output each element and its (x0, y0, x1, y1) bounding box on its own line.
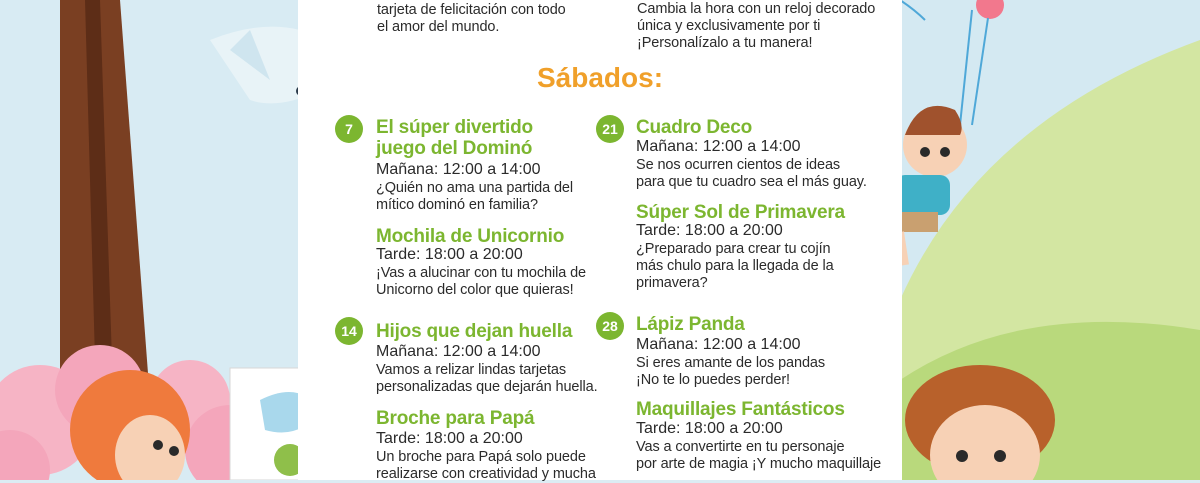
day-badge: 14 (335, 317, 363, 345)
event-description: Vas a convertirte en tu personaje por arte de magia ¡Y mucho maquillaje (636, 439, 882, 472)
event-time: Tarde: 18:00 a 20:00 (636, 222, 783, 239)
event-description: ¡Vas a alucinar con tu mochila de Unicorno del color que quieras! (376, 265, 587, 298)
top-right-description: Cambia la hora con un reloj decorado única y exclusivamente por ti ¡Personalízalo a tu manera! (637, 1, 876, 51)
day-badge: 28 (596, 312, 624, 340)
event-description: Se nos ocurren cientos de ideas para que tu cuadro sea el más guay. (636, 157, 867, 190)
event-time: Mañana: 12:00 a 14:00 (636, 336, 801, 353)
day-badge: 21 (596, 115, 624, 143)
event-description: ¿Preparado para crear tu cojín más chulo para la llegada de la primavera? (636, 241, 834, 291)
event-title: Cuadro Deco (636, 117, 753, 138)
event-title: Maquillajes Fantásticos (636, 399, 845, 420)
section-title: Sábados: (536, 62, 664, 93)
event-time: Tarde: 18:00 a 20:00 (376, 246, 523, 263)
top-left-description: tarjeta de felicitación con todo el amor del mundo. (377, 2, 566, 35)
event-time: Mañana: 12:00 a 14:00 (636, 138, 801, 155)
day-badge: 7 (335, 115, 363, 143)
event-title: Lápiz Panda (636, 314, 745, 335)
event-time: Tarde: 18:00 a 20:00 (636, 420, 783, 437)
event-description: ¿Quién no ama una partida del mítico dominó en familia? (376, 180, 574, 213)
event-time: Tarde: 18:00 a 20:00 (376, 430, 523, 447)
event-title: Hijos que dejan huella (376, 321, 573, 342)
event-description: Un broche para Papá solo puede realizarse con creatividad y mucha (376, 449, 596, 482)
event-title: Súper Sol de Primavera (636, 202, 845, 223)
event-time: Mañana: 12:00 a 14:00 (376, 161, 541, 178)
event-title: El súper divertido juego del Dominó (376, 117, 533, 159)
event-time: Mañana: 12:00 a 14:00 (376, 343, 541, 360)
event-title: Mochila de Unicornio (376, 226, 565, 247)
event-title: Broche para Papá (376, 408, 535, 429)
event-description: Vamos a relizar lindas tarjetas personalizadas que dejarán huella. (376, 362, 598, 395)
event-description: Si eres amante de los pandas ¡No te lo puedes perder! (636, 355, 826, 388)
